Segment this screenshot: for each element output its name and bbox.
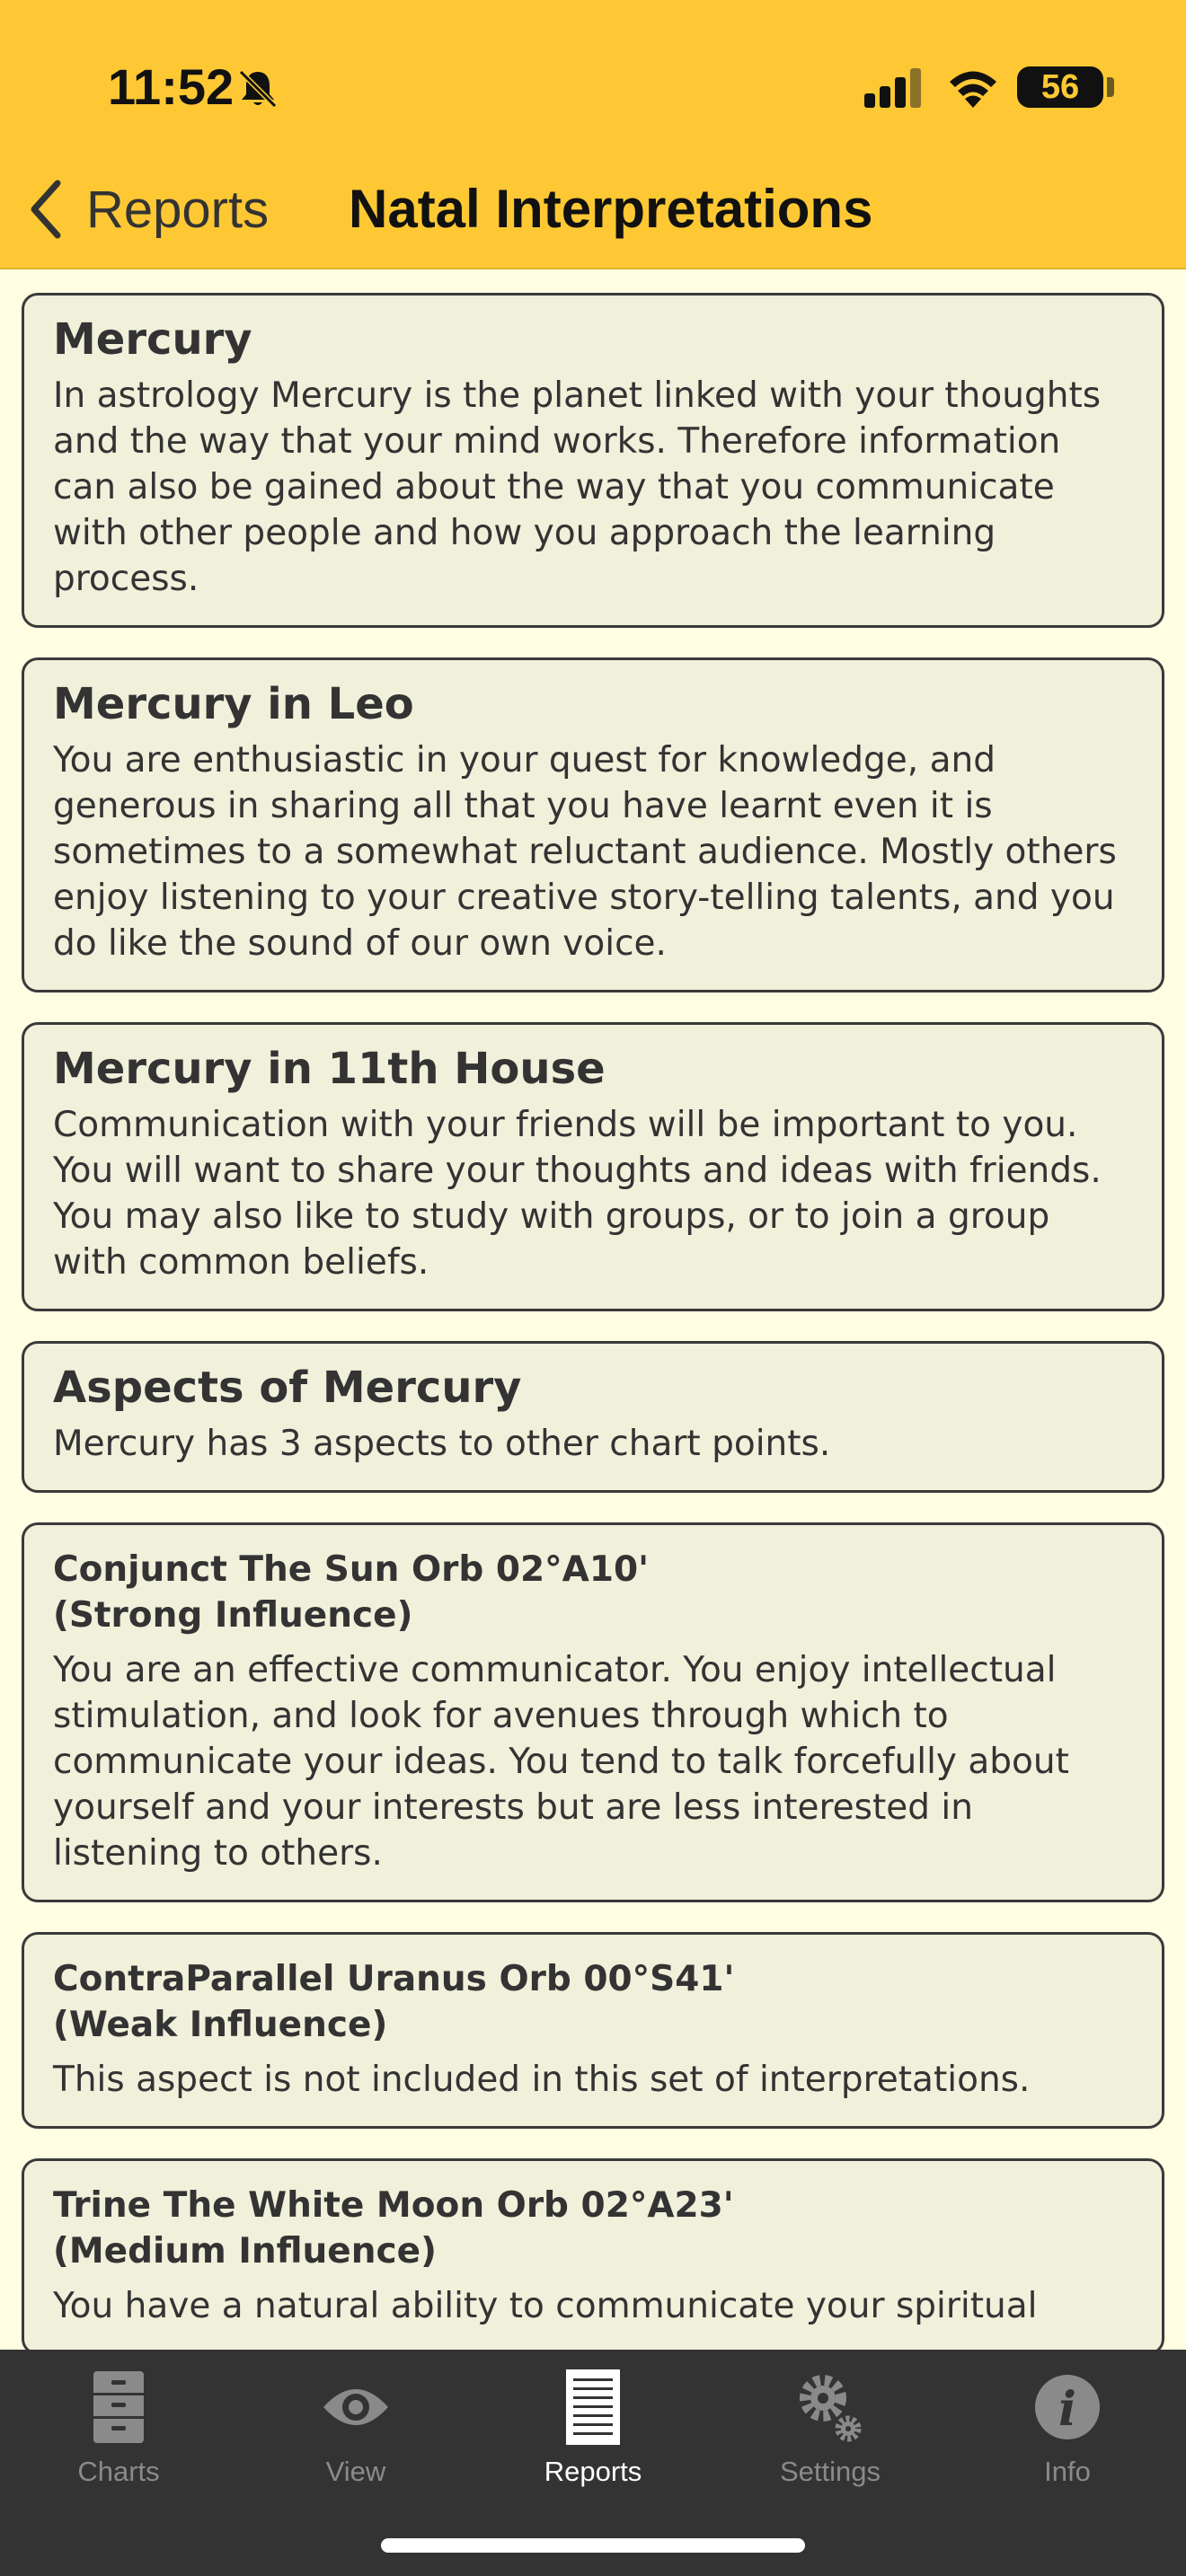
chevron-left-icon	[27, 178, 63, 241]
tab-label: Reports	[544, 2456, 642, 2487]
back-button[interactable]	[27, 169, 269, 250]
tab-info[interactable]	[949, 2350, 1186, 2529]
interpretations-list	[22, 293, 1164, 2385]
aspect-heading	[53, 1547, 1133, 1638]
aspect-body: You are an effective communicator. You enjoy intellectual stimulation, and look for avenues through which to communicate your ideas. You tend to talk forcefully about yourself and your interests but are less interested in listening to others.	[53, 1650, 1069, 1874]
status-time: 11:52	[108, 58, 235, 115]
card-body: Communication with your friends will be important to you. You will want to share your thoughts and ideas with friends. You may also like to study with groups, or to join a group with common beliefs.	[53, 1105, 1102, 1283]
aspect-heading	[53, 2183, 1133, 2274]
tab-label: View	[325, 2456, 386, 2487]
tab-label: Charts	[77, 2456, 160, 2487]
card-body: Mercury has 3 aspects to other chart points.	[53, 1424, 831, 1464]
battery-indicator: 56	[1017, 66, 1103, 108]
aspect-influence: (Medium Influence)	[53, 2231, 437, 2272]
aspect-heading	[53, 1956, 1133, 2048]
svg-text:i: i	[1058, 2382, 1076, 2437]
tab-reports[interactable]	[474, 2350, 712, 2529]
info-icon	[1031, 2366, 1103, 2447]
card-title: Mercury in 11th House	[53, 1044, 606, 1094]
aspect-card-contraparallel-uranus	[22, 1932, 1164, 2129]
aspect-name: Trine The White Moon Orb 02°A23'	[53, 2185, 734, 2226]
battery-nub	[1107, 77, 1114, 97]
aspect-influence: (Strong Influence)	[53, 1595, 413, 1636]
aspect-name: Conjunct The Sun Orb 02°A10'	[53, 1549, 650, 1590]
aspect-name: ContraParallel Uranus Orb 00°S41'	[53, 1959, 735, 1999]
card-title: Mercury in Leo	[53, 679, 414, 729]
card-body: In astrology Mercury is the planet linked with your thoughts and the way that your mind works. Therefore information can also be gained about the way that you communicate with other people and how you approach the learning process.	[53, 375, 1102, 599]
tab-settings[interactable]	[712, 2350, 949, 2529]
card-mercury-in-leo	[22, 657, 1164, 992]
bell-muted-icon	[235, 66, 280, 111]
card-title: Aspects of Mercury	[53, 1363, 522, 1413]
tab-charts[interactable]	[0, 2350, 237, 2529]
aspect-body: This aspect is not included in this set of interpretations.	[53, 2060, 1031, 2100]
card-aspects-of-mercury	[22, 1341, 1164, 1493]
card-mercury	[22, 293, 1164, 628]
aspect-card-trine-white-moon	[22, 2158, 1164, 2355]
card-mercury-in-11th-house	[22, 1022, 1164, 1311]
document-icon	[557, 2366, 629, 2447]
aspect-body: You have a natural ability to communicate your spiritual	[53, 2286, 1038, 2326]
tab-label: Info	[1044, 2456, 1091, 2487]
wifi-icon	[947, 66, 999, 108]
tab-label: Settings	[779, 2456, 881, 2487]
filing-cabinet-icon	[83, 2366, 155, 2447]
aspect-influence: (Weak Influence)	[53, 2005, 388, 2045]
home-indicator[interactable]	[381, 2538, 805, 2553]
gears-icon	[794, 2366, 866, 2447]
cellular-signal-icon	[864, 68, 924, 108]
page-title: Natal Interpretations	[349, 179, 873, 239]
back-label: Reports	[86, 180, 270, 239]
navigation-header	[0, 0, 1186, 269]
tab-view[interactable]	[237, 2350, 474, 2529]
card-title: Mercury	[53, 314, 252, 365]
eye-icon	[320, 2366, 392, 2447]
card-body: You are enthusiastic in your quest for knowledge, and generous in sharing all that you have learnt even it is sometimes to a somewhat reluctant audience. Mostly others enjoy listening to your creative story-telling talents, and you do like the sound of our own voice.	[53, 740, 1117, 964]
aspect-card-conjunct-sun	[22, 1522, 1164, 1902]
